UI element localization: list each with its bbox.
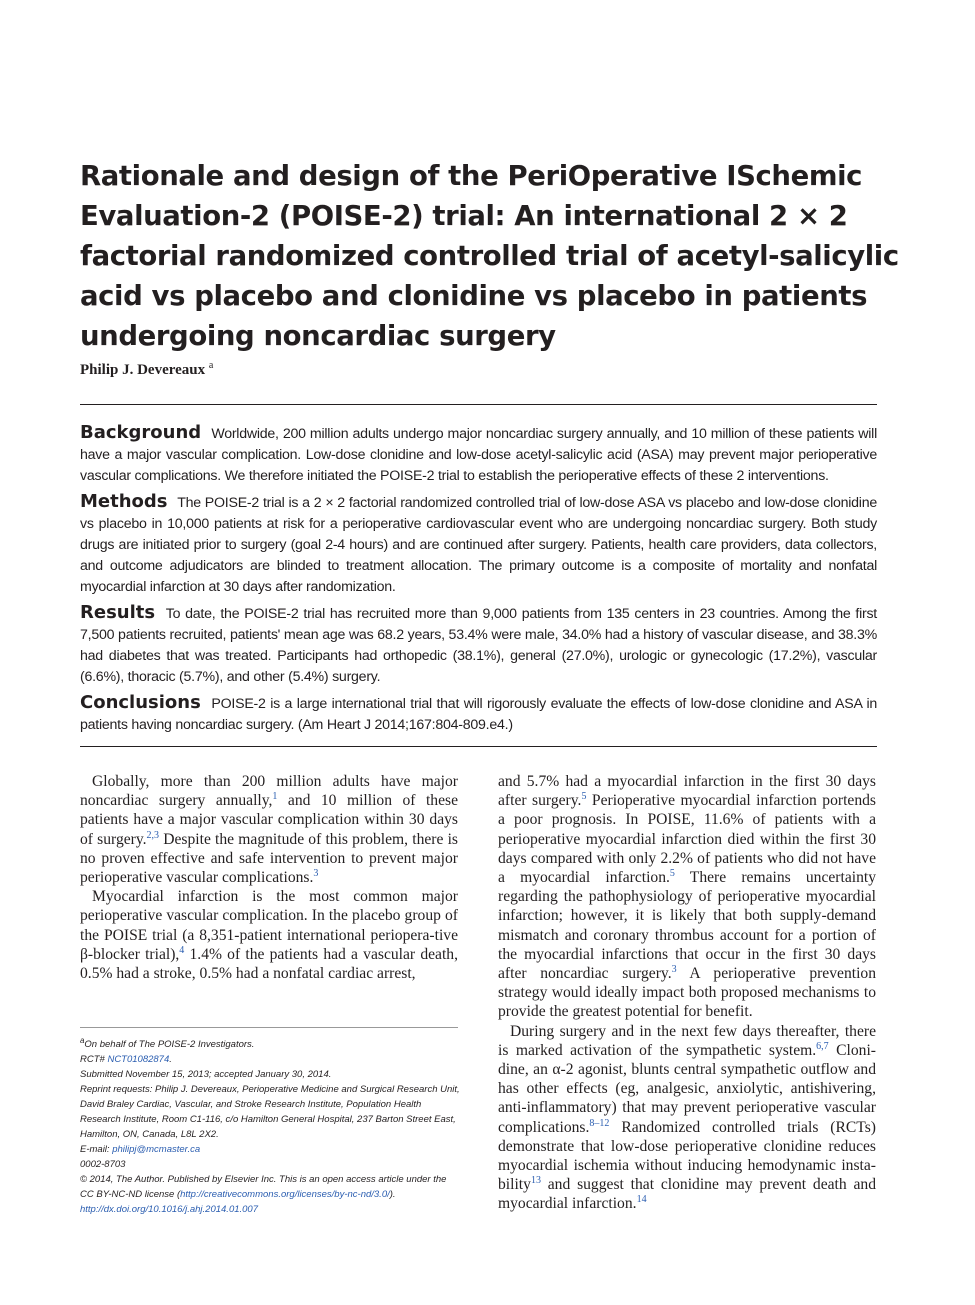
abstract-results	[80, 602, 877, 688]
footnote-doi	[80, 1202, 460, 1217]
abstract-top-rule	[80, 404, 877, 405]
rct-link[interactable]: NCT01082874	[107, 1054, 170, 1066]
citation-link[interactable]: 1	[272, 791, 278, 803]
body-text: and 5.7% had a myocardial infarction in the first 30 days after surgery.	[498, 773, 876, 810]
footnote-text: © 2014, The Author. Published by Elsevier Inc. This is an open access article under the CC BY-NC-ND license (	[80, 1174, 447, 1201]
author-line	[80, 360, 213, 379]
citation-link[interactable]: 2,3	[146, 829, 160, 841]
citation-link[interactable]: 5	[581, 791, 587, 803]
body-text: Cloni-dine, an α-2 agonist, blunts central sympathetic outflow and has other effects (eg, analgesic, anxiolytic, antishivering, anti-inflammatory) that may prevent perioperative vascular complications.	[498, 1041, 876, 1136]
body-paragraph	[80, 887, 458, 983]
footnote-reprint: Reprint requests: Philip J. Devereaux, Perioperative Medicine and Surgical Research Unit, David Braley Cardiac, Vascular, and Stroke Research Institute, Population Health Research Institute, Room C1-116, c/o Hamilton General Hospital, 237 Barton Street East, Hamilton, ON, Canada, L8L 2X2.	[80, 1084, 460, 1141]
abstract-methods-text: The POISE-2 trial is a 2 × 2 factorial randomized controlled trial of low-dose ASA vs placebo and low-dose clonidine vs placebo in 10,000 patients at risk for a perioperative cardiovascular event who are undergoing noncardiac surgery. Both study drugs are initiated prior to surgery (goal 2-4 hours) and are continued after surgery. Patients, health care providers, data collectors, and outcome adjudicators are blinded to treatment allocation. The primary outcome is a composite of mortality and nonfatal myocardial infarction at 30 days after randomization.	[80, 495, 877, 595]
body-paragraph	[498, 772, 876, 1022]
body-text: During surgery and in the next few days thereafter, there is marked activation of the sympathetic system.	[498, 1022, 876, 1059]
citation-link[interactable]: 6,7	[816, 1040, 829, 1052]
abstract-conclusions	[80, 692, 877, 736]
citation-link[interactable]: 3	[313, 867, 319, 879]
abstract-background	[80, 422, 877, 487]
body-paragraph	[498, 1022, 876, 1214]
body-text: Globally, more than 200 million adults have major noncardiac surgery annually,	[80, 773, 458, 810]
doi-link[interactable]: http://dx.doi.org/10.1016/j.ahj.2014.01.007	[80, 1204, 258, 1216]
body-column-right	[498, 772, 876, 1214]
citation-link[interactable]: 13	[530, 1175, 541, 1187]
body-text: Myocardial infarction is the most common major perioperative vascular complication. In the placebo group of the POISE trial (a 8,351-patient international periopera-tive β-blocker trial),	[80, 888, 458, 963]
footnote-submitted: Submitted November 15, 2013; accepted January 30, 2014.	[80, 1069, 332, 1081]
citation-link[interactable]: 3	[671, 963, 677, 975]
abstract-conclusions-heading: Conclusions	[80, 692, 201, 713]
body-text: There remains uncertainty regarding the pathophysiology of perioperative myocardial infarction; however, it is likely that both supply-demand mismatch and coronary thrombus account for a portion of the myocardial infarctions that occur in the first 30 days after noncardiac surgery.	[498, 869, 877, 983]
footnote-issn: 0002-8703	[80, 1159, 126, 1171]
abstract	[80, 422, 877, 740]
footnote-rct	[80, 1052, 460, 1067]
body-column-left	[80, 772, 458, 983]
body-text: and 10 million of these patients have a major vascular complication within 30 days of surgery.	[80, 792, 458, 848]
author-name: Philip J. Devereaux	[80, 362, 206, 378]
body-text: A perioperative prevention strategy would ideally impact both proposed mechanisms to provide the greatest potential for benefit.	[498, 965, 876, 1021]
footnote-behalf	[80, 1033, 460, 1052]
footnote-rule	[80, 1027, 458, 1028]
footnote-text: On behalf of The POISE-2 Investigators.	[84, 1039, 255, 1051]
body-text: Randomized controlled trials (RCTs) demonstrate that low-dose perioperative clonidine reduces myocardial ischemia without inducing hemodynamic insta-bility	[498, 1118, 876, 1194]
citation-link[interactable]: 4	[179, 944, 185, 956]
footnote-text: RCT#	[80, 1054, 108, 1066]
abstract-methods	[80, 491, 877, 598]
footnote-text: .	[169, 1054, 172, 1066]
citation-link[interactable]: 5	[669, 867, 675, 879]
email-link[interactable]: philipj@mcmaster.ca	[112, 1144, 201, 1156]
abstract-background-text: Worldwide, 200 million adults undergo major noncardiac surgery annually, and 10 million of these patients will have a major vascular complication. Low-dose clonidine and low-dose acetyl-salicylic acid (ASA) may prevent major perioperative vascular complications. We therefore initiated the POISE-2 trial to establish the perioperative effects of these 2 interventions.	[80, 426, 877, 484]
body-text: and suggest that clonidine may prevent death and myocardial infarction.	[498, 1176, 876, 1213]
body-paragraph	[80, 772, 458, 887]
abstract-methods-heading: Methods	[80, 491, 168, 512]
abstract-results-text: To date, the POISE-2 trial has recruited more than 9,000 patients from 135 centers in 23 countries. Among the first 7,500 patients recruited, patients' mean age was 68.2 years, 53.4% were male, 34.0% had a history of vascular disease, and 38.3% had diabetes that was treated. Participants had orthopedic (38.1%), general (27.0%), urologic or gynecologic (17.2%), vascular (6.6%), thoracic (5.7%), and other (5.4%) surgery.	[80, 606, 877, 685]
body-text: Perioperative myocardial infarction portends a poor prognosis. In POISE, 11.6% of patients with a perioperative myocardial infarction died within the first 30 days compared with only 2.2% of patients who did not have a myocardial infarction.	[498, 792, 876, 887]
body-text: 1.4% of the patients had a vascular death, 0.5% had a stroke, 0.5% had a nonfatal cardiac arrest,	[80, 945, 458, 983]
footnotes	[80, 1033, 460, 1217]
footnote-text: E-mail:	[80, 1144, 113, 1156]
author-affiliation-mark: a	[208, 360, 214, 371]
footnote-mark: a	[80, 1036, 85, 1045]
abstract-results-heading: Results	[80, 602, 156, 623]
abstract-background-heading: Background	[80, 422, 202, 443]
license-link[interactable]: http://creativecommons.org/licenses/by-nc-nd/3.0/	[180, 1189, 390, 1201]
article-title: Rationale and design of the PeriOperative ISchemic Evaluation-2 (POISE-2) trial: An international 2 × 2 factorial randomized controlled trial of acetyl-salicylic acid vs placebo and clonidine vs placebo in patients undergoing noncardiac surgery	[80, 160, 899, 352]
abstract-conclusions-text: POISE-2 is a large international trial that will rigorously evaluate the effects of low-dose clonidine and ASA in patients having noncardiac surgery. (Am Heart J 2014;167:804-809.e4.)	[80, 696, 878, 733]
footnote-email	[80, 1142, 460, 1157]
citation-link[interactable]: 14	[636, 1194, 647, 1206]
citation-link[interactable]: 8–12	[589, 1117, 610, 1129]
footnote-copyright	[80, 1172, 460, 1202]
abstract-bottom-rule	[80, 746, 877, 747]
footnote-text: ).	[389, 1189, 396, 1201]
body-text: Despite the magnitude of this problem, there is no proven effective and safe intervention to prevent major perioperative vascular complications.	[80, 830, 458, 887]
